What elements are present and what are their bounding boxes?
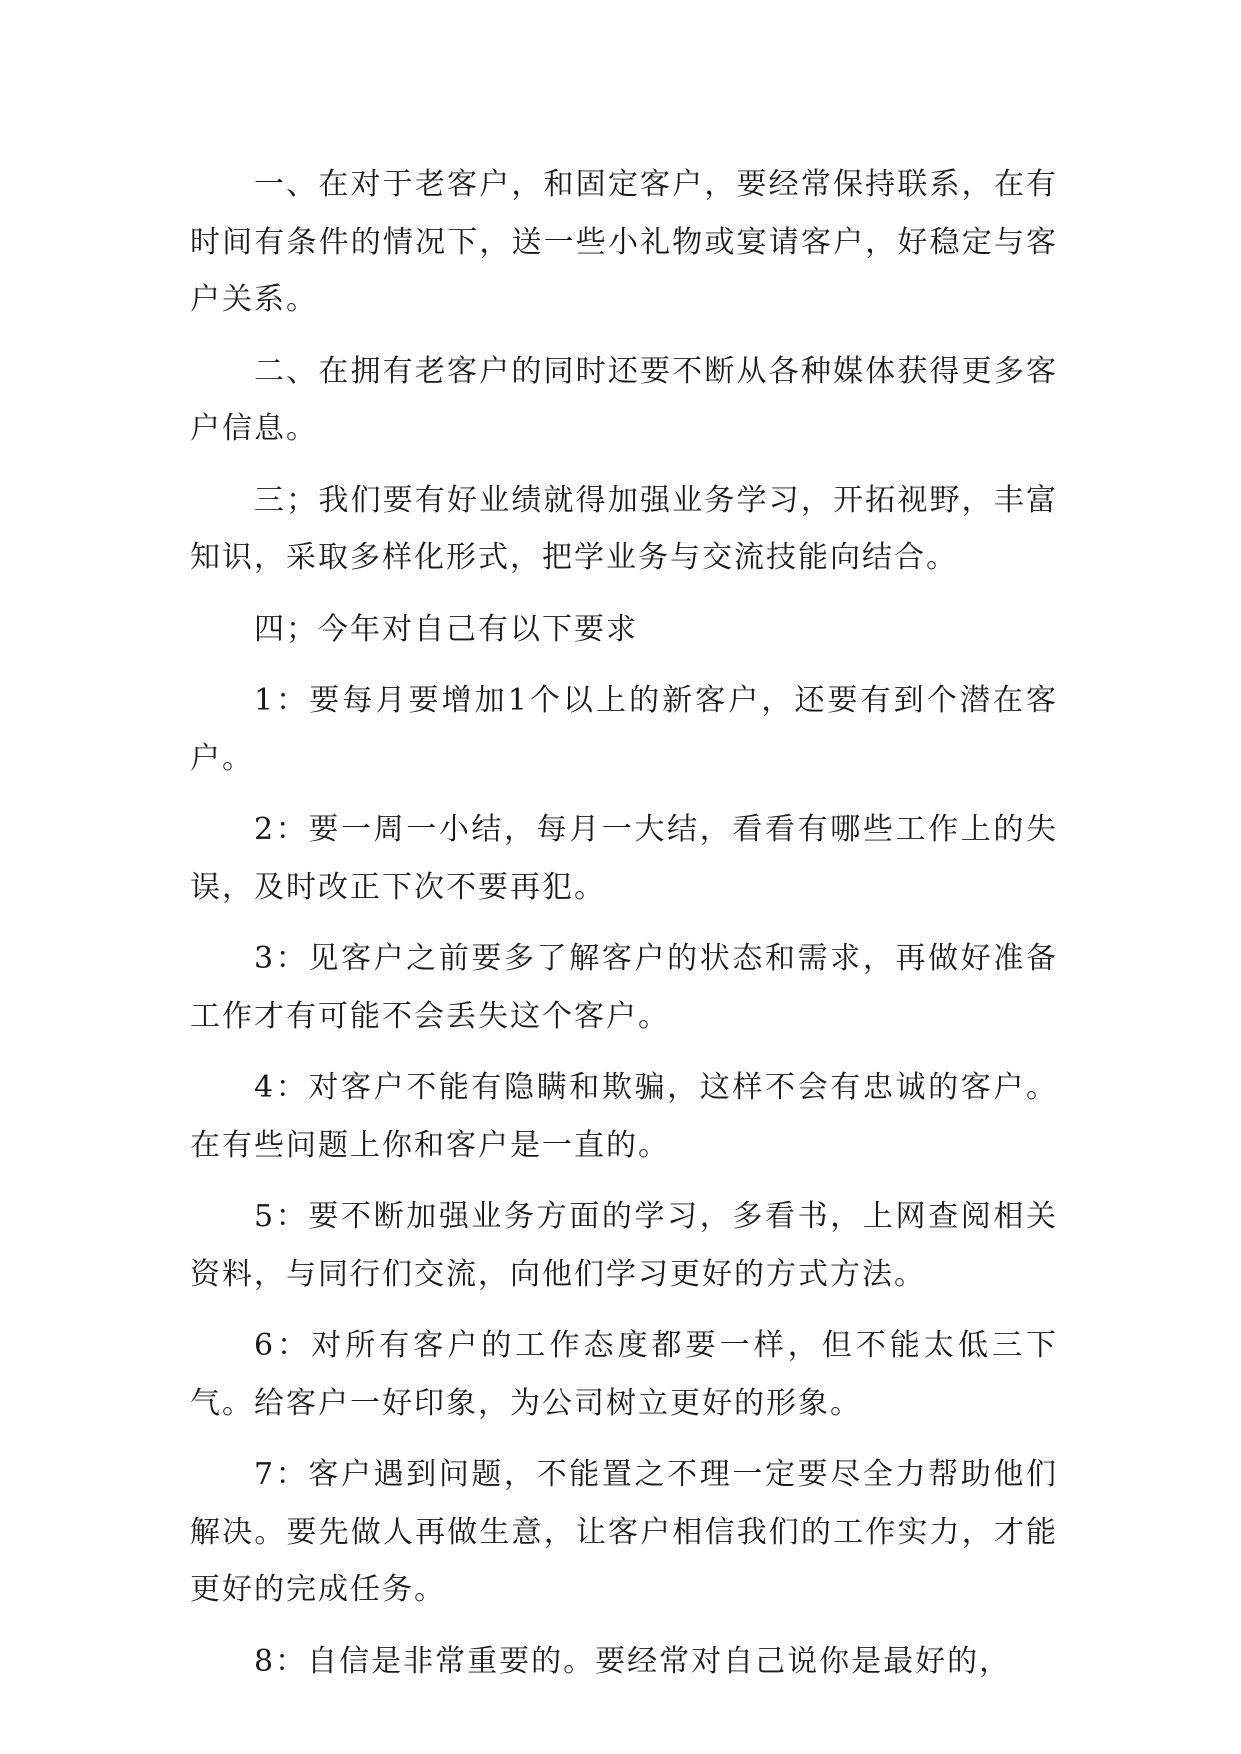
requirement-4: 4：对客户不能有隐瞒和欺骗，这样不会有忠诚的客户。在有些问题上你和客户是一直的。	[190, 1070, 1058, 1163]
requirement-8: 8：自信是非常重要的。要经常对自己说你是最好的，	[254, 1643, 1012, 1679]
paragraph-1: 一、在对于老客户，和固定客户，要经常保持联系，在有时间有条件的情况下，送一些小礼物或宴请客户，好稳定与客户关系。	[190, 167, 1058, 317]
paragraph-2: 二、在拥有老客户的同时还要不断从各种媒体获得更多客户信息。	[190, 353, 1058, 446]
requirement-2: 2：要一周一小结，每月一大结，看看有哪些工作上的失误，及时改正下次不要再犯。	[190, 812, 1058, 905]
requirement-3: 3：见客户之前要多了解客户的状态和需求，再做好准备工作才有可能不会丢失这个客户。	[190, 941, 1058, 1034]
requirement-6: 6：对所有客户的工作态度都要一样，但不能太低三下气。给客户一好印象，为公司树立更好的形象。	[190, 1328, 1058, 1421]
paragraph-3: 三；我们要有好业绩就得加强业务学习，开拓视野，丰富知识，采取多样化形式，把学业务与交流技能向结合。	[190, 482, 1058, 575]
paragraph-4: 四；今年对自己有以下要求	[254, 611, 638, 647]
requirement-5: 5：要不断加强业务方面的学习，多看书，上网查阅相关资料，与同行们交流，向他们学习更好的方式方法。	[190, 1199, 1058, 1292]
requirement-1: 1：要每月要增加1个以上的新客户，还要有到个潜在客户。	[190, 683, 1058, 776]
document-body	[190, 156, 1058, 1704]
requirement-7: 7：客户遇到问题，不能置之不理一定要尽全力帮助他们解决。要先做人再做生意，让客户相信我们的工作实力，才能更好的完成任务。	[190, 1457, 1058, 1607]
